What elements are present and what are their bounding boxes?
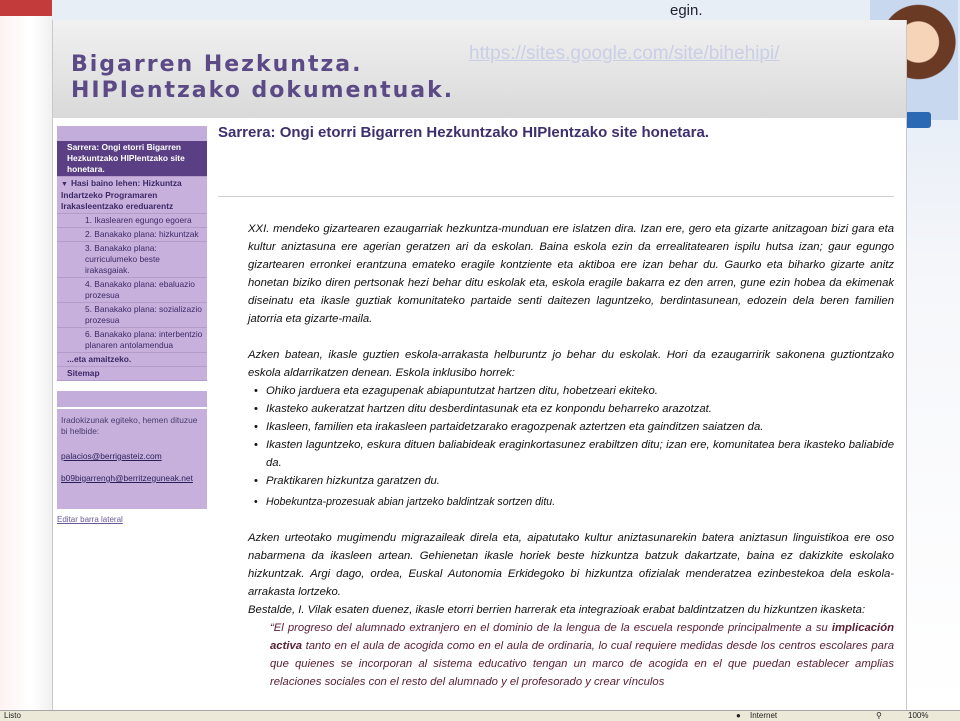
list-item: • Ikasten laguntzeko, eskura dituen baliabideak eraginkortasunez erabiltzen ditu; izan ere, komunitatea bera ikasteko baliabide da. bbox=[266, 436, 894, 472]
paragraph-1: XXI. mendeko gizartearen ezaugarriak hezkuntza-munduan ere islatzen dira. Izan ere, gero eta gizarte anitzagoan bizi gara eta kultur aniztasuna ere agerian geratzen ari da eskolan. Baina eskola ezin da errealitatearen ispilu hutsa izan; gaur egungo gizartearen erronkei erantzuna emateko eragile kontziente eta aktiboa ere izan behar du. Gaurko eta biharko gizarte anitz honetan biziko diren pertsonak hezi behar ditu eskolak eta, eskola eragile bakarra ez den arren, gune ezin hobea da ekimenak diseinatu eta ikasle guztiak komunitateko partaide senti daitezen laguntzeko, berdintasunean, edozein dela beren familien jatorria eta gizarte-maila. bbox=[248, 223, 894, 325]
sidebar-item-ebaluazio-prozesua[interactable]: 4. Banakako plana: ebaluazio prozesua bbox=[57, 278, 207, 303]
sidebar-item-hasi-baino-lehen[interactable] bbox=[57, 177, 207, 214]
contact-box bbox=[57, 409, 207, 509]
internet-zone-icon: ● bbox=[736, 711, 741, 720]
site-title-line2[interactable]: HIPIentzako dokumentuak. bbox=[71, 78, 455, 103]
backdrop-left-banner bbox=[0, 0, 52, 16]
quote-text-start: “El progreso del alumnado extranjero en el dominio de la lengua de la escuela responde principalmente a su bbox=[270, 622, 832, 634]
list-item: • Hobekuntza-prozesuak abian jartzeko baldintzak sortzen ditu. bbox=[266, 493, 894, 511]
title-divider bbox=[218, 196, 894, 197]
list-item: • Ikasteko aukeratzat hartzen ditu desberdintasunak eta ez konpondu beharreko arazotzat. bbox=[266, 400, 894, 418]
spanish-quote bbox=[248, 619, 894, 691]
paragraph-3: Azken urteotako mugimendu migrazaileak direla eta, aipatutako kultur aniztasunarekin batera aniztasun linguistikoa ere oso nabarmena da ikasleen artean. Gehienetan ikasle horiek beste hizkuntza batzuk dakartzate, baina ez dakizkite eskolako hizkuntzak. Argi dago, ordea, Euskal Autonomia Erkidegoko bi hizkuntza ofizialak menderatzea ezinbestekoa dela eskola-arrakasta lortzeko. bbox=[248, 532, 894, 598]
navigation-header bbox=[57, 126, 207, 140]
internet-zone-label: Internet bbox=[750, 711, 778, 720]
sidebar-item-label: Hasi baino lehen: Hizkuntza Indartzeko Programaren Irakasleentzako ereduarentz bbox=[61, 178, 182, 211]
sidebar-item-curriculumeko-irakasgaiak[interactable]: 3. Banakako plana: curriculumeko beste irakasgaiak. bbox=[57, 242, 207, 278]
sidebar-item-sozializazio-prozesua[interactable]: 5. Banakako plana: sozializazio prozesua bbox=[57, 303, 207, 328]
page-title: Sarrera: Ongi etorri Bigarren Hezkuntzako HIPIentzako site honetara. bbox=[218, 124, 709, 141]
backdrop-left bbox=[0, 0, 52, 710]
expand-triangle-icon[interactable]: ▼ bbox=[61, 181, 68, 188]
sidebar-item-ikaslearen-egoera[interactable]: 1. Ikaslearen egungo egoera bbox=[57, 214, 207, 228]
edit-sidebar-link[interactable]: Editar barra lateral bbox=[57, 515, 123, 524]
quote-emphasis: implicación activa bbox=[270, 622, 894, 652]
article-body bbox=[248, 220, 894, 691]
email-link-2[interactable]: b09bigarrengh@berritzeguneak.net bbox=[61, 473, 193, 483]
site-header bbox=[53, 20, 906, 118]
status-text: Listo bbox=[4, 711, 21, 720]
bullet-list bbox=[248, 382, 894, 511]
contact-header bbox=[57, 391, 207, 407]
paragraph-4: Bestalde, I. Vilak esaten duenez, ikasle etorri berrien harrerak eta integrazioak erabat baldintzatzen du hizkuntzen ikasketa: bbox=[248, 604, 866, 616]
email-link-1[interactable]: palacios@berrigasteiz.com bbox=[61, 451, 162, 461]
site-url-link[interactable]: https://sites.google.com/site/bihehipi/ bbox=[469, 43, 780, 64]
site-title-line1[interactable]: Bigarren Hezkuntza. bbox=[71, 52, 363, 77]
sidebar-item-interbentzio-planaren[interactable]: 6. Banakako plana: interbentzio planaren antolamendua bbox=[57, 328, 207, 353]
list-item: • Ikasleen, familien eta irakasleen partaidetzarako eragozpenak aztertzen eta gainditzen saiatzen da. bbox=[266, 418, 894, 436]
backdrop-top-strip bbox=[52, 0, 905, 20]
browser-status-bar bbox=[0, 710, 960, 721]
sidebar-item-sarrera[interactable]: Sarrera: Ongi etorri Bigarren Hezkuntzako HIPIentzako site honetara. bbox=[57, 141, 207, 177]
contact-text: Iradokizunak egiteko, hemen dituzue bi helbide: bbox=[61, 415, 198, 436]
main-content bbox=[218, 124, 898, 688]
paragraph-2: Azken batean, ikasle guztien eskola-arrakasta helburuntz jo behar du eskolak. Hori da ezaugarririk sakonena guztiontzako eskola aldarrikatzen denean. Eskola inklusibo horrek: bbox=[248, 349, 894, 379]
zoom-icon[interactable]: ⚲ bbox=[876, 711, 882, 720]
sidebar-item-sitemap[interactable]: Sitemap bbox=[57, 367, 207, 381]
site-page bbox=[52, 20, 907, 710]
list-item: • Ohiko jarduera eta ezagupenak abiapuntutzat hartzen ditu, hobetzeari ekiteko. bbox=[266, 382, 894, 400]
sidebar-navigation bbox=[57, 126, 207, 381]
promo-book-image bbox=[905, 112, 931, 128]
site-title[interactable] bbox=[71, 52, 454, 104]
promo-text: egin. bbox=[670, 2, 703, 19]
sidebar-item-eta-amaitzeko[interactable]: ...eta amaitzeko. bbox=[57, 353, 207, 367]
sidebar-item-hizkuntzak[interactable]: 2. Banakako plana: hizkuntzak bbox=[57, 228, 207, 242]
sidebar bbox=[57, 126, 207, 524]
zoom-level[interactable]: 100% bbox=[908, 711, 929, 720]
list-item: • Praktikaren hizkuntza garatzen du. bbox=[266, 472, 894, 490]
quote-text-end: tanto en el aula de acogida como en el aula de ordinaria, lo cual requiere medidas desde los centros escolares para que quienes se incorporan al sistema educativo tengan un marco de acogida en el que puedan establecer amplias relaciones sociales con el resto del alumnado y el profesorado y crear vínculos bbox=[270, 640, 894, 688]
